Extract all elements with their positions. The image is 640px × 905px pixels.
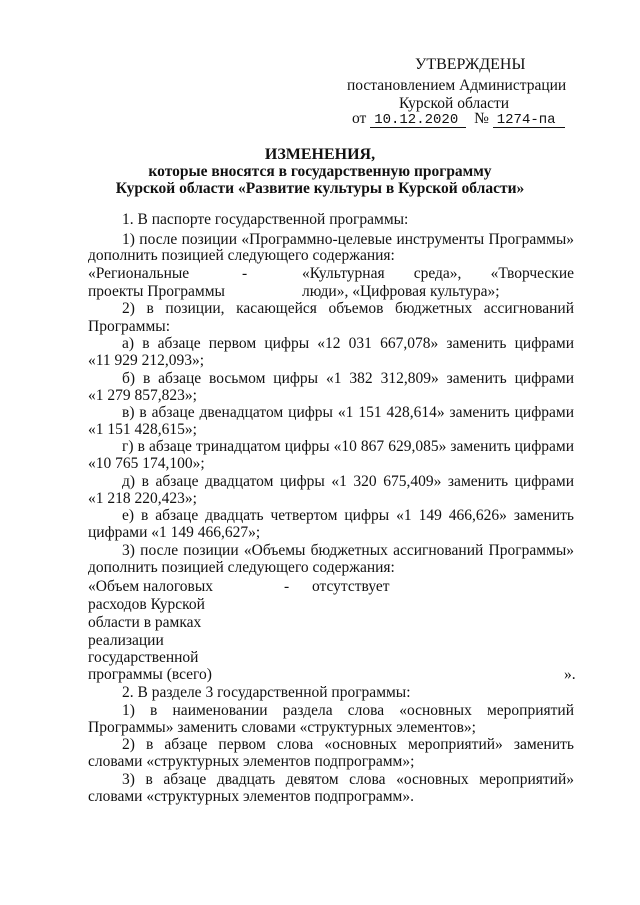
table2-left-2: расходов Курской <box>88 596 205 613</box>
table1-right-1: «Культурная среда», «Творческие <box>302 265 574 282</box>
item-e-line1: д) в абзаце двадцатом цифры «1 320 675,409» заменить цифрами <box>122 473 574 490</box>
para-1: 1. В паспорте государственной программы: <box>122 211 409 228</box>
table2-end: ». <box>564 666 576 683</box>
item-a-line1: а) в абзаце первом цифры «12 031 667,078» заменить цифрами <box>122 335 574 352</box>
item-d-line2: «10 765 174,100»; <box>88 455 205 472</box>
approval-date: 10.12.2020 <box>370 113 466 128</box>
sec-1-line2: Программы» заменить словами «структурных элементов»; <box>88 719 476 736</box>
item-b-line2: «1 279 857,823»; <box>88 387 197 404</box>
from-label: от <box>352 110 367 127</box>
para-2-line2: дополнить позицией следующего содержания: <box>88 247 395 264</box>
table1-dash: - <box>242 265 248 282</box>
table2-dash: - <box>284 578 290 595</box>
item-d-line1: г) в абзаце тринадцатом цифры «10 867 629,085» заменить цифрами <box>122 438 574 455</box>
para-5: 2. В разделе 3 государственной программы: <box>122 684 411 701</box>
para-2-line1: 1) после позиции «Программно-целевые инструменты Программы» <box>122 231 574 248</box>
approval-line1: постановлением Администрации <box>347 77 567 94</box>
item-b-line1: б) в абзаце восьмом цифры «1 382 312,809» заменить цифрами <box>122 370 574 387</box>
item-e-line2: «1 218 220,423»; <box>88 490 197 507</box>
table2-left-3: области в рамках <box>88 614 202 631</box>
approval-number: 1274-па <box>493 113 565 128</box>
sec-2-line2: словами «структурных элементов подпрограмм»; <box>88 753 415 770</box>
approval-date-line <box>352 110 565 128</box>
table2-left-4: реализации <box>88 632 164 649</box>
heading-sub2: Курской области «Развитие культуры в Курской области» <box>115 180 525 197</box>
item-f-line2: цифрами «1 149 466,627»; <box>88 524 261 541</box>
para-4-line2: дополнить позицией следующего содержания: <box>88 559 395 576</box>
approval-title: УТВЕРЖДЕНЫ <box>415 56 526 73</box>
item-c-line1: в) в абзаце двенадцатом цифры «1 151 428,614» заменить цифрами <box>122 404 574 421</box>
heading-title: ИЗМЕНЕНИЯ, <box>264 146 376 163</box>
table2-left-1: «Объем налоговых <box>88 578 214 595</box>
heading-sub1: которые вносятся в государственную программу <box>148 163 492 180</box>
item-f-line1: е) в абзаце двадцать четвертом цифры «1 149 466,626» заменить <box>122 507 574 524</box>
sec-1-line1: 1) в наименовании раздела слова «основных мероприятий <box>122 702 574 719</box>
number-label: № <box>474 110 489 127</box>
table1-left-2: проекты Программы <box>88 283 225 300</box>
table2-left-6: программы (всего) <box>88 666 212 683</box>
table1-left-1: «Региональные <box>88 265 190 282</box>
para-4-line1: 3) после позиции «Объемы бюджетных ассигнований Программы» <box>122 542 574 559</box>
table2-left-5: государственной <box>88 649 199 666</box>
item-c-line2: «1 151 428,615»; <box>88 421 197 438</box>
table2-right: отсутствует <box>312 578 390 595</box>
approval-line2: Курской области <box>399 95 510 112</box>
sec-2-line1: 2) в абзаце первом слова «основных мероприятий» заменить <box>122 736 574 753</box>
item-a-line2: «11 929 212,093»; <box>88 352 205 369</box>
sec-3-line1: 3) в абзаце двадцать девятом слова «основных мероприятий» <box>122 771 574 788</box>
para-3-line2: Программы: <box>88 318 171 335</box>
sec-3-line2: словами «структурных элементов подпрограмм». <box>88 788 414 805</box>
para-3-line1: 2) в позиции, касающейся объемов бюджетных ассигнований <box>122 300 574 317</box>
table1-right-2: люди», «Цифровая культура»; <box>302 283 500 300</box>
